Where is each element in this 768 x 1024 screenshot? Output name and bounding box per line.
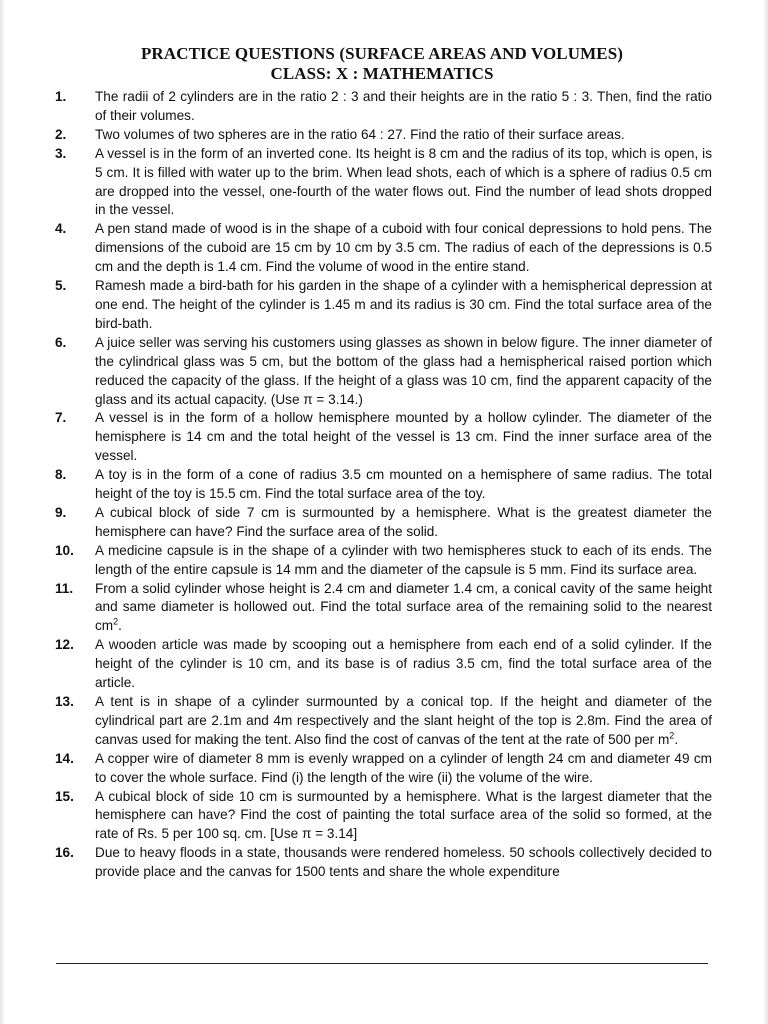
question-item [52,636,712,693]
question-number: 11. [55,580,74,596]
question-number: 13. [55,694,74,709]
question-text: A tent is in shape of a cylinder surmounted by a conical top. If the height and diameter of the cylindrical part are 2.1m and 4m respectively and the slant height of the top is 2.8m. Find the area of canvas used for making the tent. Also find the cost of canvas of the tent at the rate of 500 per m [95,694,712,747]
bottom-rule [56,963,708,964]
question-item [52,542,712,580]
question-text: A juice seller was serving his customers using glasses as shown in below figure. The inner diameter of the cylindrical glass was 5 cm, but the bottom of the glass had a hemispherical raised portion which reduced the capacity of the glass. If the height of a glass was 10 cm, find the apparent capacity of the glass and its actual capacity. (Use π = 3.14.) [95,334,712,407]
question-number: 9. [55,504,67,520]
question-text: A cubical block of side 7 cm is surmounted by a hemisphere. What is the greatest diameter the hemisphere can have? Find the surface area of the solid. [95,504,712,539]
question-text: A vessel is in the form of a hollow hemisphere mounted by a hollow cylinder. The diameter of the hemisphere is 14 cm and the total height of the vessel is 13 cm. Find the inner surface area of the vessel. [95,410,712,464]
page-edge-left [0,0,4,1024]
question-number: 7. [55,410,67,426]
question-list [52,88,712,882]
question-number: 4. [55,221,67,237]
worksheet [52,44,712,882]
question-text: From a solid cylinder whose height is 2.4 cm and diameter 1.4 cm, a conical cavity of the same height and same diameter is hollowed out. Find the total surface area of the remaining solid to the nearest cm [95,580,712,634]
question-number: 5. [55,278,67,294]
question-text: The radii of 2 cylinders are in the ratio 2 : 3 and their heights are in the ratio 5 : 3. Then, find the ratio of their volumes. [95,89,712,123]
question-text-wrap [95,693,712,750]
question-number: 12. [55,637,74,653]
question-item [52,277,712,334]
question-number: 1. [55,89,67,104]
question-text: Ramesh made a bird-bath for his garden in the shape of a cylinder with a hemispherical depression at one end. The height of the cylinder is 1.45 m and its radius is 30 cm. Find the total surface area of the bird-bath. [95,278,712,331]
question-item [52,126,712,145]
question-item [52,220,712,277]
question-text-wrap [95,580,712,637]
question-text: A cubical block of side 10 cm is surmounted by a hemisphere. What is the largest diameter that the hemisphere can have? Find the cost of painting the total surface area of the solid so formed, at the rate of Rs. 5 per 100 sq. cm. [Use π = 3.14] [95,788,712,842]
question-number: 2. [55,126,67,142]
question-number: 15. [55,788,74,804]
question-number: 10. [55,542,74,558]
question-item [52,504,712,542]
page-subtitle: CLASS: X : MATHEMATICS [270,64,494,83]
question-number: 16. [55,845,74,861]
question-item [52,580,712,637]
question-number: 14. [55,750,74,766]
question-item [52,466,712,504]
question-text: A copper wire of diameter 8 mm is evenly wrapped on a cylinder of length 24 cm and diameter 49 cm to cover the whole surface. Find (i) the length of the wire (ii) the volume of the wire. [95,750,712,785]
question-text: A toy is in the form of a cone of radius 3.5 cm mounted on a hemisphere of same radius. The total height of the toy is 15.5 cm. Find the total surface area of the toy. [95,467,712,502]
question-item [52,334,712,410]
question-text-end: . [118,618,122,634]
question-text: A vessel is in the form of an inverted cone. Its height is 8 cm and the radius of its top, which is open, is 5 cm. It is filled with water up to the brim. When lead shots, each of which is a sphere of radius 0.5 cm are dropped into the vessel, one-fourth of the water flows out. Find the number of lead shots dropped in the vessel. [95,145,712,218]
superscript: 2 [669,730,675,741]
question-text: A wooden article was made by scooping out a hemisphere from each end of a solid cylinder. If the height of the cylinder is 10 cm, and its base is of radius 3.5 cm, find the total surface area of the article. [95,637,712,691]
question-item [52,750,712,788]
question-item [52,145,712,221]
question-number: 8. [55,467,67,483]
page-title: PRACTICE QUESTIONS (SURFACE AREAS AND VOLUMES) [140,44,624,63]
question-text: A medicine capsule is in the shape of a cylinder with two hemispheres stuck to each of its ends. The length of the entire capsule is 14 mm and the diameter of the capsule is 5 mm. Find its surface area. [95,542,712,577]
question-number: 6. [55,334,67,350]
question-text: Two volumes of two spheres are in the ratio 64 : 27. Find the ratio of their surface areas. [95,126,625,142]
question-item [52,88,712,126]
question-item [52,693,712,750]
page-edge-right [764,0,768,1024]
question-number: 3. [55,145,67,161]
question-item [52,844,712,882]
superscript: 2 [113,616,119,627]
question-text: Due to heavy floods in a state, thousands were rendered homeless. 50 schools collectively decided to provide place and the canvas for 1500 tents and share the whole expenditure [95,845,712,880]
question-item [52,788,712,845]
question-text: A pen stand made of wood is in the shape of a cuboid with four conical depressions to hold pens. The dimensions of the cuboid are 15 cm by 10 cm by 3.5 cm. The radius of each of the depressions is 0.5 cm and the depth is 1.4 cm. Find the volume of wood in the entire stand. [95,221,712,275]
question-item [52,409,712,466]
question-text-end: . [674,731,679,747]
